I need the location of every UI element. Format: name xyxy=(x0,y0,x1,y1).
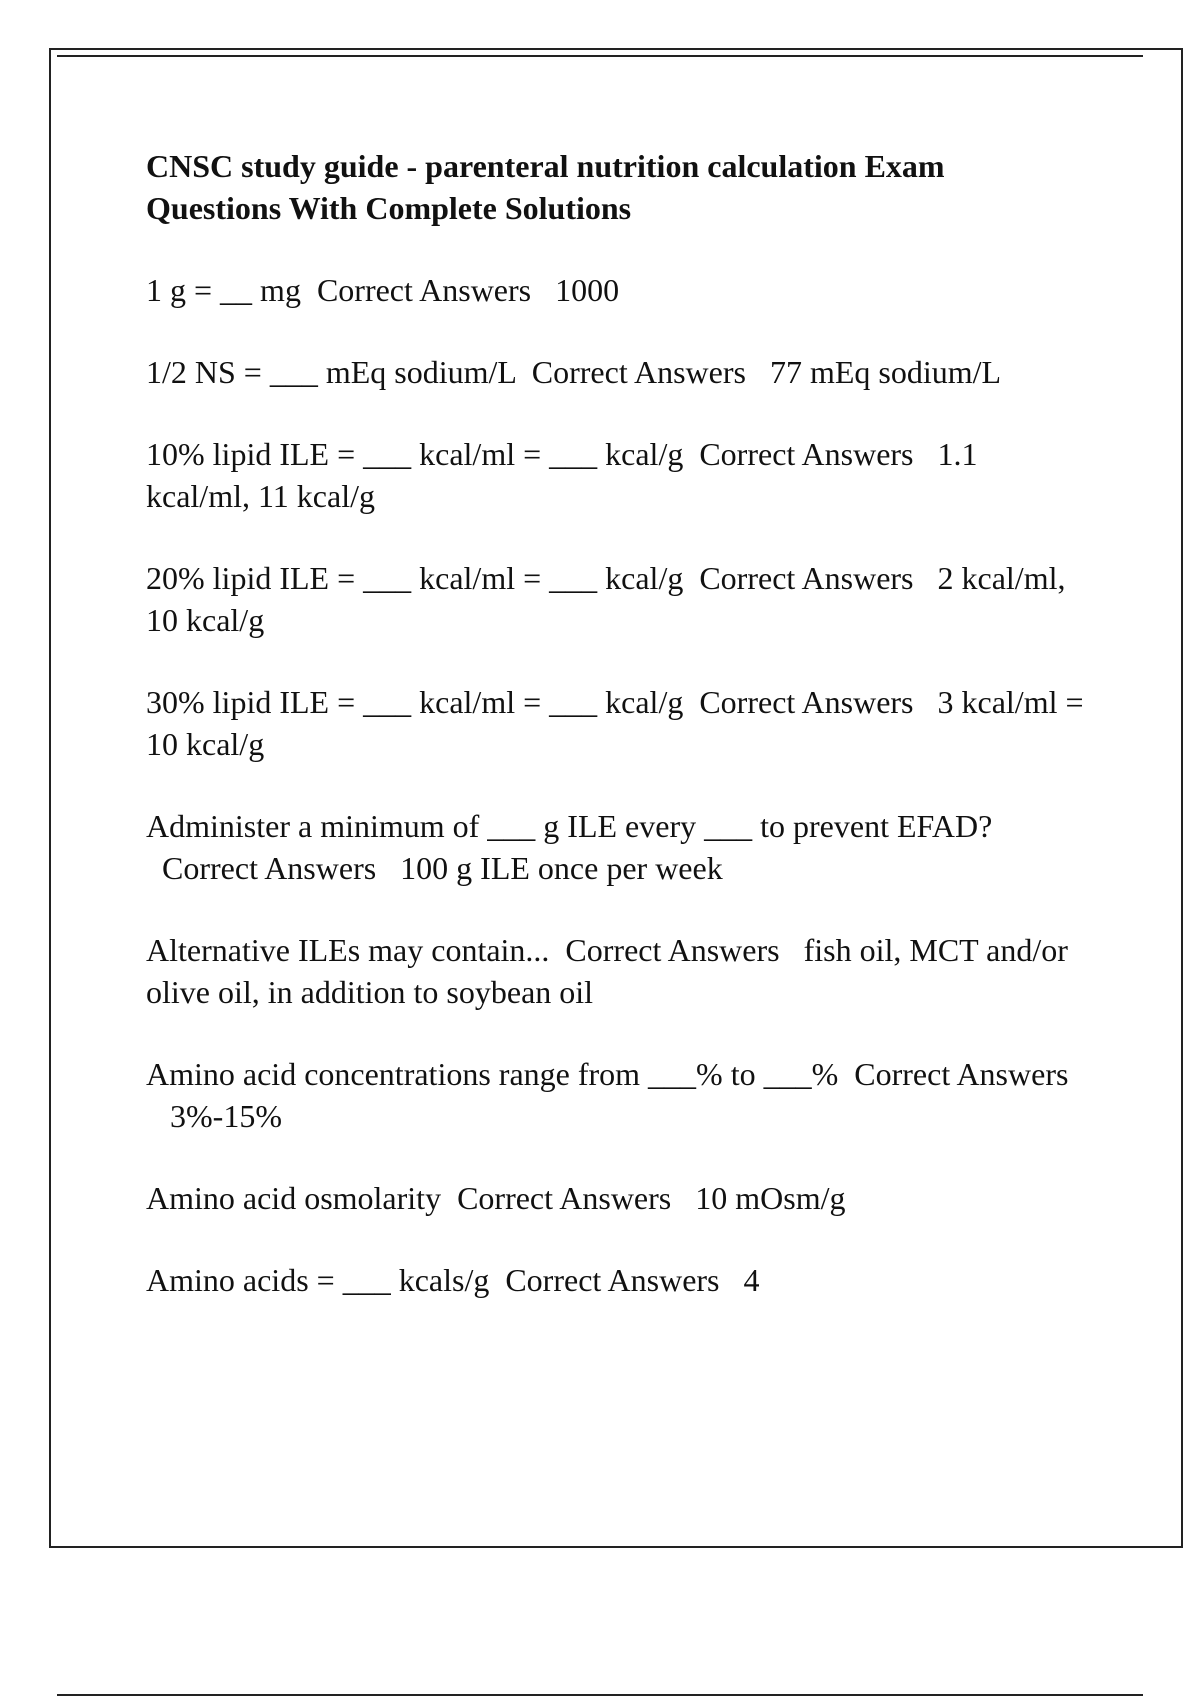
qa-item xyxy=(146,269,1086,311)
answer-label: Correct Answers xyxy=(316,272,532,308)
qa-item xyxy=(146,557,1086,641)
answer-text: 4 xyxy=(743,1262,760,1298)
qa-item xyxy=(146,1053,1086,1137)
answer-label: Correct Answers xyxy=(505,1262,720,1298)
question-text: 1/2 NS = ___ mEq sodium/L xyxy=(146,354,516,390)
answer-text: 1000 xyxy=(555,272,620,308)
qa-item xyxy=(146,805,1086,889)
answer-text: 1.1 kcal/ml, 11 kcal/g xyxy=(146,436,978,514)
question-text: Administer a minimum of ___ g ILE every ___ to prevent EFAD? xyxy=(146,808,993,844)
answer-label: Correct Answers xyxy=(699,436,914,472)
qa-item xyxy=(146,929,1086,1013)
question-text: Amino acid concentrations range from ___% to ___% xyxy=(146,1056,839,1092)
top-rule xyxy=(57,55,1143,57)
question-text: 20% lipid ILE = ___ kcal/ml = ___ kcal/g xyxy=(146,560,684,596)
answer-text: 3 kcal/ml = 10 kcal/g xyxy=(146,684,1084,762)
question-text: 10% lipid ILE = ___ kcal/ml = ___ kcal/g xyxy=(146,436,684,472)
document-body xyxy=(146,145,1086,1341)
answer-text: 77 mEq sodium/L xyxy=(769,354,1002,390)
qa-item xyxy=(146,1177,1086,1219)
answer-label: Correct Answers xyxy=(565,932,780,968)
document-title: CNSC study guide - parenteral nutrition calculation Exam Questions With Complete Solutions xyxy=(146,148,945,226)
answer-label: Correct Answers xyxy=(699,684,914,720)
question-text: Alternative ILEs may contain... xyxy=(146,932,550,968)
answer-text: 10 mOsm/g xyxy=(695,1180,846,1216)
bottom-rule xyxy=(57,1694,1143,1696)
answer-text: 100 g ILE once per week xyxy=(400,850,723,886)
question-text: 30% lipid ILE = ___ kcal/ml = ___ kcal/g xyxy=(146,684,684,720)
answer-label: Correct Answers xyxy=(457,1180,672,1216)
answer-label: Correct Answers xyxy=(854,1056,1069,1092)
answer-text: 2 kcal/ml, 10 kcal/g xyxy=(146,560,1066,638)
qa-item xyxy=(146,433,1086,517)
question-text: 1 g = __ mg xyxy=(146,272,301,308)
answer-label: Correct Answers xyxy=(162,850,377,886)
answer-label: Correct Answers xyxy=(531,354,746,390)
question-text: Amino acid osmolarity xyxy=(146,1180,442,1216)
qa-item xyxy=(146,1259,1086,1301)
qa-item xyxy=(146,351,1086,393)
question-text: Amino acids = ___ kcals/g xyxy=(146,1262,490,1298)
qa-item xyxy=(146,681,1086,765)
answer-label: Correct Answers xyxy=(699,560,914,596)
answer-text: 3%-15% xyxy=(170,1098,282,1134)
answer-text: fish oil, MCT and/or olive oil, in addition to soybean oil xyxy=(146,932,1068,1010)
